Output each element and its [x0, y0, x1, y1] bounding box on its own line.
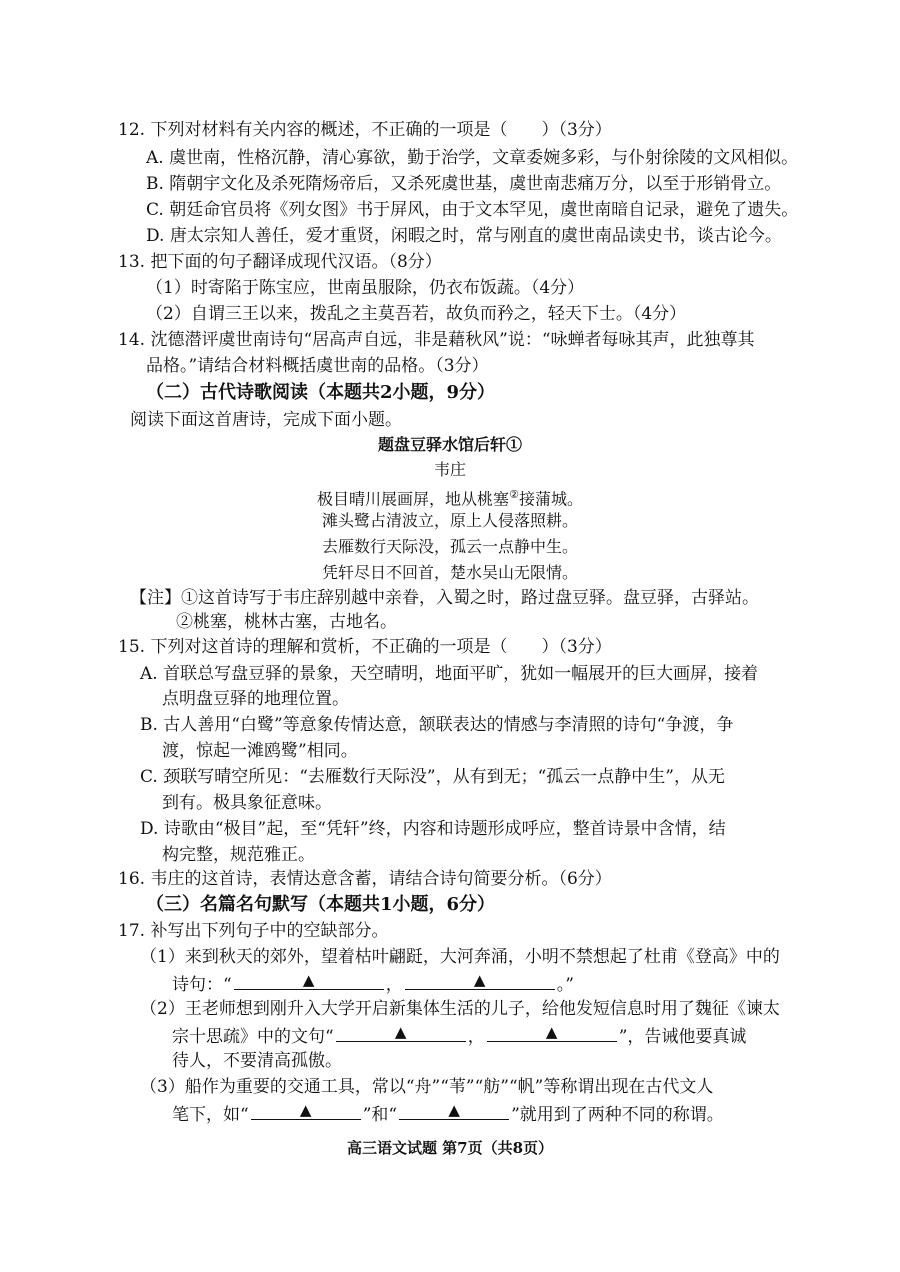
answer-blank-2[interactable]: [405, 971, 555, 990]
q17-part-3-end: ”就用到了两种不同的称谓。: [511, 1105, 724, 1125]
q14-line-1: 14. 沈德潜评虞世南诗句“居高声自远，非是藉秋风”说：“咏蝉者每咏其声，此独尊其: [118, 330, 755, 350]
q12-option-a: A. 虞世南，性格沉静，清心寡欲，勤于治学，文章委婉多彩，与仆射徐陵的文风相似。: [146, 148, 799, 168]
q15-option-c-2: 到有。极具象征意味。: [162, 793, 332, 813]
q14-line-2: 品格。”请结合材料概括虞世南的品格。（3分）: [146, 356, 489, 376]
q17-part-1-sep: ，: [385, 975, 403, 995]
answer-blank-6[interactable]: [399, 1101, 509, 1120]
q17-part-3-mid: ”和“: [362, 1105, 398, 1125]
page-footer: 高三语文试题 第7页（共8页）: [346, 1139, 554, 1157]
q13-item-2: （2）自谓三王以来，拨乱之主莫吾若，故负而矜之，轻天下士。（4分）: [146, 304, 687, 324]
q17-part-2-line-2: [172, 1023, 746, 1049]
answer-blank-3[interactable]: [336, 1023, 466, 1042]
q17-part-3-prefix: 笔下，如“: [172, 1105, 249, 1125]
answer-blank-1[interactable]: [234, 971, 384, 990]
q15-option-b-2: 渡，惊起一滩鸥鹭”相同。: [162, 741, 358, 761]
q15-option-b-1: B. 古人善用“白鹭”等意象传情达意，颔联表达的情感与李清照的诗句“争渡，争: [140, 715, 734, 735]
triangle-marker-icon: ▲: [302, 971, 315, 989]
q13-stem: 13. 把下面的句子翻译成现代汉语。（8分）: [118, 252, 442, 272]
q15-option-a-1: A. 首联总写盘豆驿的景象，天空晴明，地面平旷，犹如一幅展开的巨大画屏，接着: [140, 664, 759, 684]
q15-option-d-2: 构完整，规范雅正。: [162, 845, 315, 865]
poem-title: 题盘豆驿水馆后轩①: [377, 435, 522, 454]
poem-note-2: ②桃塞，桃林古塞，古地名。: [176, 612, 397, 632]
q12-option-c: C. 朝廷命官员将《列女图》书于屏风，由于文本罕见，虞世南暗自记录，避免了遗失。: [146, 200, 799, 220]
q17-part-2-suffix: ”，告诫他要真诚: [618, 1027, 747, 1047]
q17-part-2-line-3: 待人，不要清高孤傲。: [172, 1051, 342, 1071]
q15-option-a-2: 点明盘豆驿的地理位置。: [162, 689, 349, 709]
footnote-marker: ②: [509, 488, 519, 501]
triangle-marker-icon: ▲: [545, 1023, 558, 1041]
q12-option-d: D. 唐太宗知人善任，爱才重贤，闲暇之时，常与刚直的虞世南品读史书，谈古论今。: [146, 226, 782, 246]
triangle-marker-icon: ▲: [473, 971, 486, 989]
triangle-marker-icon: ▲: [299, 1101, 312, 1119]
q17-part-3-line-2: [172, 1101, 724, 1127]
q17-part-2-line-1: （2）王老师想到刚升入大学开启新集体生活的儿子，给他发短信息时用了魏征《谏太: [140, 999, 780, 1019]
section-3-heading: （三）名篇名句默写（本题共1小题，6分）: [146, 894, 496, 915]
q12-option-b: B. 隋朝宇文化及杀死隋炀帝后，又杀死虞世基，虞世南悲痛万分，以至于形销骨立。: [146, 174, 782, 194]
q17-stem: 17. 补写出下列句子中的空缺部分。: [118, 921, 389, 941]
poem-author: 韦庄: [433, 460, 466, 479]
poem-line-2: 滩头鹭占清波立，原上人侵落照耕。: [321, 511, 578, 530]
q13-item-1: （1）时寄陷于陈宝应，世南虽服除，仍衣布饭蔬。（4分）: [146, 278, 585, 298]
poem-line-1: [0, 483, 900, 511]
section-2-heading: （二）古代诗歌阅读（本题共2小题，9分）: [146, 382, 496, 403]
poem-line-3: 去雁数行天际没，孤云一点静中生。: [321, 537, 578, 556]
poem-line-1-part-b: 接蒲城。: [518, 489, 583, 509]
answer-blank-4[interactable]: [487, 1023, 617, 1042]
q17-part-1-line-2: [172, 971, 574, 997]
q17-part-3-line-1: （3）船作为重要的交通工具，常以“舟”“苇”“舫”“帆”等称谓出现在古代文人: [140, 1077, 714, 1097]
q15-option-d-1: D. 诗歌由“极目”起，至“凭轩”终，内容和诗题形成呼应，整首诗景中含情，结: [140, 819, 726, 839]
section-2-intro: 阅读下面这首唐诗，完成下面小题。: [130, 410, 402, 430]
q17-part-2-sep: ，: [467, 1027, 485, 1047]
q12-stem: 12. 下列对材料有关内容的概述，不正确的一项是（ ）（3分）: [118, 120, 612, 140]
q15-option-c-1: C. 颈联写晴空所见：“去雁数行天际没”，从有到无；“孤云一点静中生”，从无: [140, 767, 725, 787]
triangle-marker-icon: ▲: [448, 1101, 460, 1119]
poem-line-4: 凭轩尽日不回首，楚水吴山无限情。: [321, 563, 578, 582]
q17-part-2-prefix: 宗十思疏》中的文句“: [172, 1027, 334, 1047]
triangle-marker-icon: ▲: [394, 1023, 407, 1041]
q17-part-1-line-1: （1）来到秋天的郊外，望着枯叶翩跹，大河奔涌，小明不禁想起了杜甫《登高》中的: [140, 947, 780, 967]
q15-stem: 15. 下列对这首诗的理解和赏析，不正确的一项是（ ）（3分）: [118, 637, 612, 657]
answer-blank-5[interactable]: [251, 1101, 361, 1120]
q17-part-1-prefix: 诗句：“: [172, 975, 232, 995]
q16-stem: 16. 韦庄的这首诗，表情达意含蓄，请结合诗句简要分析。（6分）: [118, 869, 612, 889]
poem-note-1: 【注】①这首诗写于韦庄辞别越中亲眷，入蜀之时，路过盘豆驿。盘豆驿，古驿站。: [130, 588, 759, 608]
q17-part-1-end: 。”: [556, 975, 574, 995]
poem-line-1-part-a: 极目晴川展画屏，地从桃塞: [317, 489, 510, 509]
